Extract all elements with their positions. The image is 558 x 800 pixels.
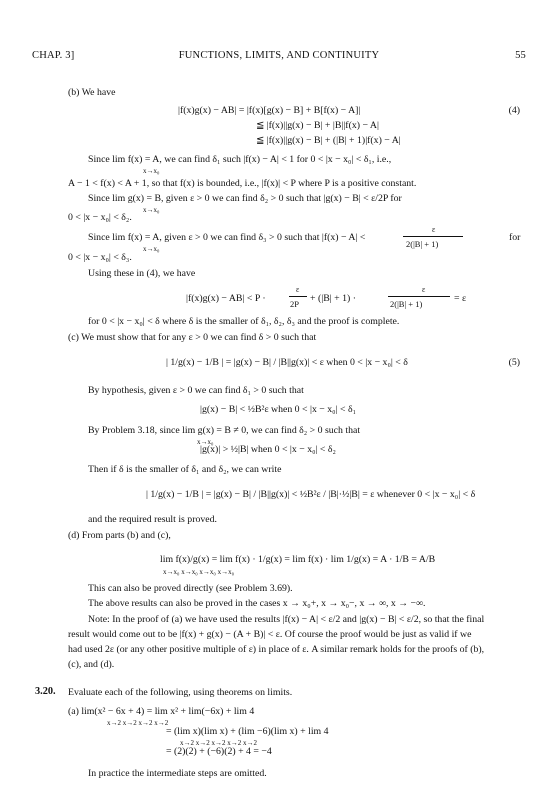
problem-statement: Evaluate each of the following, using theorems on limits. — [68, 687, 293, 698]
text-line: Since lim g(x) = B, given ε > 0 we can find δ₂ > 0 such that |g(x) − B| < ε/2P for — [88, 193, 402, 204]
fraction-denominator: 2(|B| + 1) — [406, 239, 439, 249]
fraction-bar — [289, 296, 307, 297]
bound-inequality: |g(x)| > ½|B| when 0 < |x − x₀| < δ₂ — [200, 444, 336, 455]
part-b-intro: (b) We have — [68, 87, 116, 98]
limit-subscripts: x→2 x→2 x→2 x→2 x→2 — [180, 739, 257, 747]
note-line: had used 2ε (or any other positive multiple of ε) in place of ε. A similar remark holds for the proofs of (b), — [68, 644, 485, 655]
text-line: Using these in (4), we have — [88, 268, 196, 279]
quotient-limit-equation: lim f(x)/g(x) = lim f(x) · 1/g(x) = lim f(x) · lim 1/g(x) = A · 1/B = A/B — [160, 554, 436, 565]
limit-step-1: (a) lim(x² − 6x + 4) = lim x² + lim(−6x) + lim 4 — [68, 706, 255, 717]
limit-subscript: x→x₀ — [197, 438, 214, 446]
text-line: In practice the intermediate steps are omitted. — [88, 768, 267, 779]
text-line: By hypothesis, given ε > 0 we can find δ₁ > 0 such that — [88, 385, 304, 396]
equation-5-tag: (5) — [508, 357, 520, 368]
limit-subscripts: x→x₀ x→x₀ x→x₀ x→x₀ — [163, 568, 235, 576]
chapter-title: FUNCTIONS, LIMITS, AND CONTINUITY — [178, 50, 380, 61]
equation-4-line3: ≦ |f(x)||g(x) − B| + (|B| + 1)|f(x) − A| — [256, 135, 401, 146]
fraction-denominator: 2P — [290, 299, 299, 309]
text-line: for 0 < |x − x₀| < δ where δ is the smaller of δ₁, δ₂, δ₃ and the proof is complete. — [88, 316, 400, 327]
limit-subscript: x→x₀ — [143, 245, 160, 253]
fraction-bar — [403, 236, 463, 237]
fraction-numerator: ε — [422, 285, 426, 294]
problem-number: 3.20. — [35, 686, 56, 697]
part-c-intro: (c) We must show that for any ε > 0 we can find δ > 0 such that — [68, 332, 317, 343]
text-line: 0 < |x − x₀| < δ₂. — [68, 212, 132, 223]
limit-subscript: x→x₀ — [143, 206, 160, 214]
part-d-intro: (d) From parts (b) and (c), — [68, 530, 171, 541]
main-inequality-right: = ε — [454, 293, 467, 304]
note-line: Note: In the proof of (a) we have used the results |f(x) − A| < ε/2 and |g(x) − B| < ε/2, so that the final — [88, 614, 485, 625]
text-line: Since lim f(x) = A, given ε > 0 we can find δ₃ > 0 such that |f(x) − A| < — [88, 232, 366, 243]
equation-4-line2: ≦ |f(x)||g(x) − B| + |B||f(x) − A| — [256, 120, 379, 131]
chapter-label: CHAP. 3] — [32, 50, 75, 61]
limit-subscript: x→x₀ — [143, 167, 160, 175]
combined-inequality: | 1/g(x) − 1/B | = |g(x) − B| / |B||g(x)| < ½B²ε / |B|·½|B| = ε whenever 0 < |x − x₀| < δ — [146, 489, 476, 500]
limit-step-3: = (2)(2) + (−6)(2) + 4 = −4 — [166, 746, 272, 757]
main-inequality-mid: + (|B| + 1) · — [310, 293, 356, 304]
limit-subscripts: x→2 x→2 x→2 x→2 — [107, 719, 169, 727]
page-number: 55 — [515, 50, 526, 61]
fraction-denominator: 2(|B| + 1) — [390, 299, 423, 309]
text-line: The above results can also be proved in the cases x → x₀+, x → x₀−, x → ∞, x → −∞. — [88, 598, 426, 609]
limit-step-2: = (lim x)(lim x) + (lim −6)(lim x) + lim 4 — [166, 726, 329, 737]
fraction-numerator: ε — [296, 285, 300, 294]
text-line: A − 1 < f(x) < A + 1, so that f(x) is bounded, i.e., |f(x)| < P where P is a positive constant. — [68, 178, 417, 189]
note-line: result would come out to be |f(x) + g(x) − (A + B)| < ε. Of course the proof would be just as valid if we — [68, 629, 472, 640]
main-inequality-left: |f(x)g(x) − AB| < P · — [186, 293, 266, 304]
text-line: Since lim f(x) = A, we can find δ₁ such |f(x) − A| < 1 for 0 < |x − x₀| < δ₁, i.e., — [88, 154, 392, 165]
fraction-bar — [388, 296, 450, 297]
equation-4-tag: (4) — [508, 105, 520, 116]
equation-4-line1: |f(x)g(x) − AB| = |f(x)[g(x) − B] + B[f(x) − A]| — [178, 105, 361, 116]
text-line: and the required result is proved. — [88, 514, 217, 525]
hypothesis-inequality: |g(x) − B| < ½B²ε when 0 < |x − x₀| < δ₁ — [200, 404, 357, 415]
text-line: for — [509, 232, 521, 243]
equation-5: | 1/g(x) − 1/B | = |g(x) − B| / |B||g(x)| < ε when 0 < |x − x₀| < δ — [166, 357, 408, 368]
fraction-numerator: ε — [432, 225, 436, 234]
text-line: Then if δ is the smaller of δ₁ and δ₂, we can write — [88, 464, 282, 475]
text-line: By Problem 3.18, since lim g(x) = B ≠ 0, we can find δ₂ > 0 such that — [88, 425, 361, 436]
text-line: 0 < |x − x₀| < δ₃. — [68, 252, 132, 263]
note-line: (c), and (d). — [68, 659, 115, 670]
text-line: This can also be proved directly (see Problem 3.69). — [88, 583, 293, 594]
